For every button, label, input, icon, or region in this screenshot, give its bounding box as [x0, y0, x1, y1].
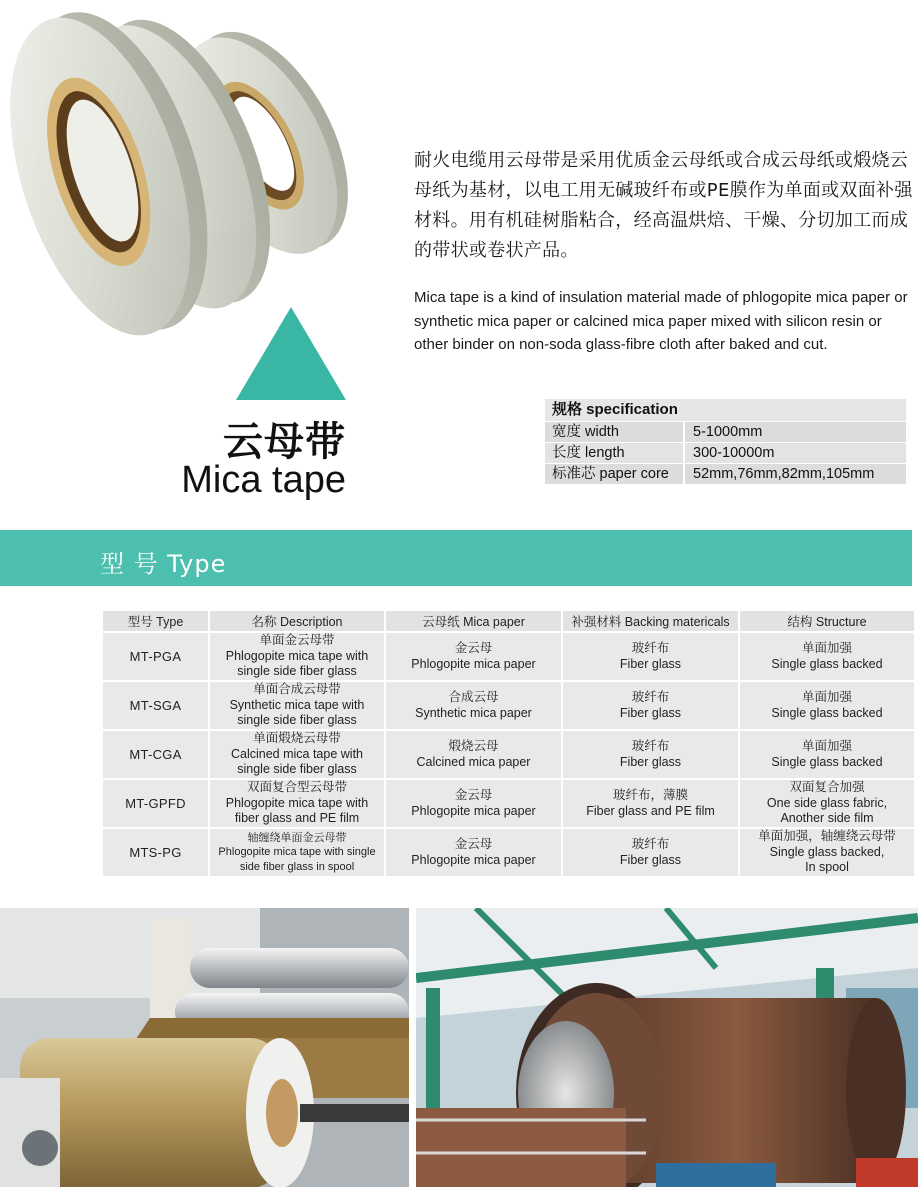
product-title-en: Mica tape [181, 459, 346, 501]
spec-value: 5-1000mm [693, 424, 763, 440]
cell-line: 金云母 [454, 837, 493, 851]
cell-line: Calcined mica paper [416, 754, 531, 769]
cell-line: 金云母 [454, 788, 493, 802]
cell-line: Fiber glass [619, 754, 682, 769]
cell-line: Single glass backed [771, 705, 883, 720]
header-structure: 结构 Structure [739, 611, 915, 632]
cell-line: 单面加强 [801, 641, 852, 655]
cell-line: Phlogopite mica paper [411, 656, 536, 671]
cell-description [209, 828, 385, 877]
cell-line: 玻纤布 [631, 690, 670, 704]
cell-description [209, 779, 385, 828]
coating-machine-illustration [0, 908, 409, 1187]
spec-value: 300-10000m [693, 445, 775, 461]
cell-line: 玻纤布，薄膜 [612, 788, 688, 802]
cell-line: Fiber glass [619, 705, 682, 720]
spec-label: 长度 length [545, 443, 685, 463]
cell-line: 单面加强，轴缠绕云母带 [758, 829, 896, 844]
mica-tape-rolls-illustration [0, 0, 370, 350]
cell-mica-paper [385, 632, 562, 681]
table-row [103, 779, 915, 828]
cell-model: MT-GPFD [103, 779, 209, 828]
baking-furnace-illustration [416, 908, 918, 1187]
cell-line: In spool [805, 860, 849, 875]
cell-line: 单面加强 [801, 739, 852, 753]
description-chinese: 耐火电缆用云母带是采用优质金云母纸或合成云母纸或煅烧云母纸为基材，以电工用无碱玻纤布或PE膜作为单面或双面补强材料。用有机硅树脂粘合，经高温烘焙、干燥、分切加工而成的带状或卷状产品。 [414, 150, 913, 261]
cell-description [209, 730, 385, 779]
cell-line: 合成云母 [448, 690, 499, 704]
cell-structure [739, 632, 915, 681]
teal-triangle-decoration [236, 307, 346, 400]
cell-model: MT-PGA [103, 632, 209, 681]
cell-line: Synthetic mica tape with [229, 697, 365, 712]
cell-backing [562, 779, 739, 828]
cell-line: 煅烧云母 [448, 739, 499, 753]
cell-description [209, 632, 385, 681]
cell-line: Fiber glass [619, 656, 682, 671]
cell-line: 双面复合加强 [789, 780, 865, 795]
factory-photo-baking-furnace [416, 908, 918, 1187]
spec-label: 标准芯 paper core [545, 464, 685, 484]
cell-line: 玻纤布 [631, 739, 670, 753]
cell-structure [739, 828, 915, 877]
cell-line: Calcined mica tape with [230, 746, 363, 761]
cell-line: 单面合成云母带 [253, 682, 341, 697]
cell-line: 单面金云母带 [259, 633, 335, 648]
cell-structure [739, 681, 915, 730]
factory-photo-coating-machine [0, 908, 409, 1187]
type-section-title: 型 号 Type [100, 550, 227, 578]
type-section-banner [0, 530, 912, 586]
cell-line: 双面复合型云母带 [246, 780, 347, 795]
cell-line: 玻纤布 [631, 641, 670, 655]
cell-line: 玻纤布 [631, 837, 670, 851]
cell-line: Phlogopite mica tape with [225, 648, 369, 663]
type-table-header-row [103, 611, 915, 632]
cell-line: fiber glass and PE film [234, 811, 360, 826]
cell-line: Synthetic mica paper [415, 705, 532, 720]
table-row [103, 681, 915, 730]
spec-row-width [545, 422, 906, 442]
cell-line: Single glass backed [771, 656, 883, 671]
cell-line: 金云母 [454, 641, 493, 655]
cell-line: 单面加强 [801, 690, 852, 704]
cell-mica-paper [385, 828, 562, 877]
cell-line: Single glass backed, [769, 844, 885, 859]
type-table [103, 611, 916, 878]
header-description: 名称 Description [209, 611, 385, 632]
cell-model: MT-SGA [103, 681, 209, 730]
cell-line: single side fiber glass [237, 664, 357, 679]
cell-mica-paper [385, 681, 562, 730]
cell-line: Phlogopite mica tape with [225, 795, 369, 810]
cell-line: Fiber glass [619, 852, 682, 867]
cell-structure [739, 730, 915, 779]
cell-line: Phlogopite mica tape with single [218, 846, 376, 859]
cell-line: Phlogopite mica paper [411, 852, 536, 867]
cell-line: Fiber glass and PE film [586, 803, 715, 818]
specification-box [545, 399, 906, 484]
hero-product-photo [0, 0, 370, 350]
header-mica-paper: 云母纸 Mica paper [385, 611, 562, 632]
product-title-cn: 云母带 [223, 419, 346, 465]
cell-line: 单面煅烧云母带 [253, 731, 341, 746]
spec-value: 52mm,76mm,82mm,105mm [693, 466, 875, 482]
spec-label: 宽度 width [545, 422, 685, 442]
cell-line: single side fiber glass [237, 713, 357, 728]
spec-row-length [545, 443, 906, 463]
cell-backing [562, 632, 739, 681]
table-row [103, 632, 915, 681]
cell-backing [562, 681, 739, 730]
table-row [103, 730, 915, 779]
cell-line: side fiber glass in spool [239, 860, 355, 873]
description-english: Mica tape is a kind of insulation material made of phlogopite mica paper or synthetic mica paper or calcined mica paper mixed with silicon resin or other binder on non-soda glass-fibre cloth after baked and cut. [414, 289, 908, 353]
header-backing-materials: 补强材料 Backing matericals [562, 611, 739, 632]
cell-mica-paper [385, 779, 562, 828]
table-row [103, 828, 915, 877]
cell-line: One side glass fabric, [766, 795, 888, 810]
cell-model: MT-CGA [103, 730, 209, 779]
cell-mica-paper [385, 730, 562, 779]
header-type: 型号 Type [103, 611, 209, 632]
spec-row-paper-core [545, 464, 906, 484]
specification-heading: 规格 specification [545, 399, 906, 421]
cell-line: single side fiber glass [237, 762, 357, 777]
cell-backing [562, 730, 739, 779]
cell-line: Another side film [780, 811, 874, 826]
cell-line: Phlogopite mica paper [411, 803, 536, 818]
cell-description [209, 681, 385, 730]
cell-structure [739, 779, 915, 828]
cell-backing [562, 828, 739, 877]
cell-model: MTS-PG [103, 828, 209, 877]
cell-line: 轴缠绕单面金云母带 [247, 831, 347, 844]
cell-line: Single glass backed [771, 754, 883, 769]
